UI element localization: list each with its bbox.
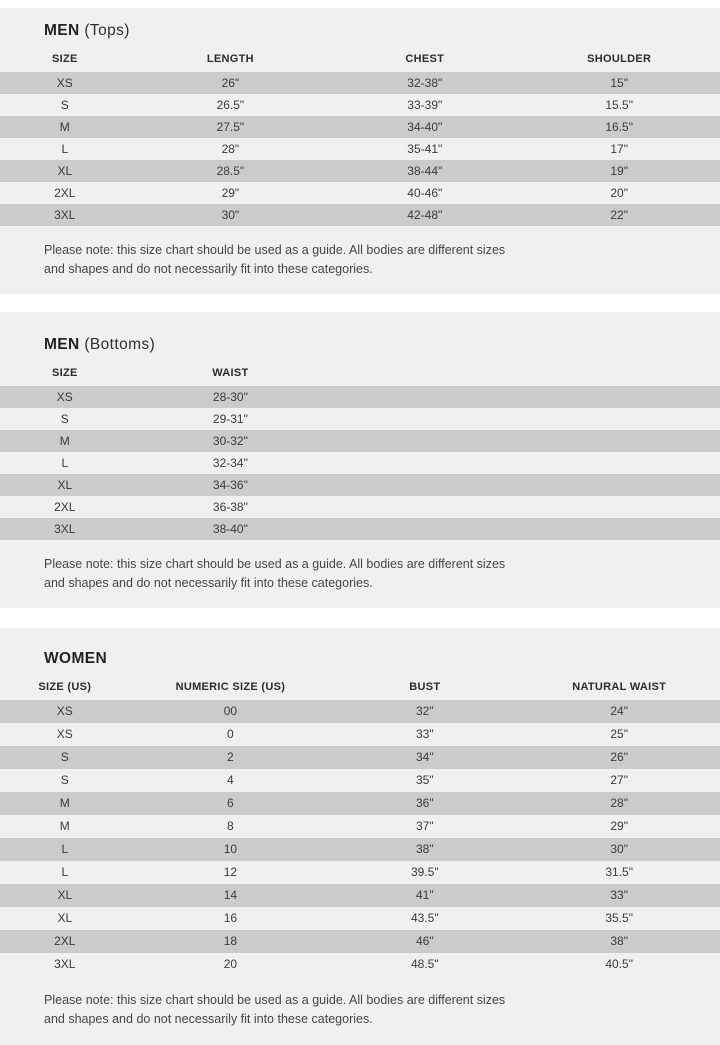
table-cell bbox=[331, 474, 518, 496]
table-cell: 26.5" bbox=[130, 94, 332, 116]
table-cell: 40-46" bbox=[331, 182, 518, 204]
table-cell: XL bbox=[0, 907, 130, 930]
size-note: Please note: this size chart should be used as a guide. All bodies are different sizes and shapes and do not necessarily fit into these categories. bbox=[44, 241, 512, 280]
table-cell: XS bbox=[0, 723, 130, 746]
table-cell: 34" bbox=[331, 746, 518, 769]
table-row bbox=[0, 138, 720, 160]
table-cell bbox=[331, 518, 518, 540]
table-row bbox=[0, 884, 720, 907]
table-row bbox=[0, 430, 720, 452]
column-header bbox=[518, 363, 720, 386]
table-cell: 3XL bbox=[0, 518, 130, 540]
table-cell: M bbox=[0, 430, 130, 452]
table-row bbox=[0, 861, 720, 884]
table-cell: 6 bbox=[130, 792, 332, 815]
table-cell: 2XL bbox=[0, 182, 130, 204]
table-cell: M bbox=[0, 815, 130, 838]
men-tops-size-table bbox=[0, 49, 720, 226]
table-cell: L bbox=[0, 452, 130, 474]
table-cell: 14 bbox=[130, 884, 332, 907]
table-row bbox=[0, 160, 720, 182]
column-header: CHEST bbox=[331, 49, 518, 72]
table-cell: 40.5" bbox=[518, 953, 720, 976]
table-cell bbox=[518, 430, 720, 452]
table-row bbox=[0, 838, 720, 861]
table-cell: XS bbox=[0, 386, 130, 408]
table-cell bbox=[331, 452, 518, 474]
table-cell: 2 bbox=[130, 746, 332, 769]
table-row bbox=[0, 204, 720, 226]
table-cell bbox=[331, 430, 518, 452]
table-cell: 46" bbox=[331, 930, 518, 953]
table-cell: 30" bbox=[130, 204, 332, 226]
table-row bbox=[0, 182, 720, 204]
column-header bbox=[331, 363, 518, 386]
table-cell: 19" bbox=[518, 160, 720, 182]
table-cell: 2XL bbox=[0, 930, 130, 953]
table-cell: 38" bbox=[518, 930, 720, 953]
size-note: Please note: this size chart should be used as a guide. All bodies are different sizes and shapes and do not necessarily fit into these categories. bbox=[44, 991, 512, 1030]
table-cell: 33-39" bbox=[331, 94, 518, 116]
table-cell: 00 bbox=[130, 700, 332, 723]
table-cell: 16 bbox=[130, 907, 332, 930]
section-women bbox=[0, 628, 720, 1045]
table-cell bbox=[518, 452, 720, 474]
section-title-bold: MEN bbox=[44, 336, 80, 353]
table-cell: 27" bbox=[518, 769, 720, 792]
table-row bbox=[0, 72, 720, 94]
section-title-bold: WOMEN bbox=[44, 650, 107, 667]
table-cell: 17" bbox=[518, 138, 720, 160]
table-header-row bbox=[0, 49, 720, 72]
table-cell: XL bbox=[0, 884, 130, 907]
table-cell: 15" bbox=[518, 72, 720, 94]
table-row bbox=[0, 408, 720, 430]
column-header: SIZE (US) bbox=[0, 677, 130, 700]
table-cell: 30-32" bbox=[130, 430, 332, 452]
table-cell: M bbox=[0, 792, 130, 815]
table-row bbox=[0, 94, 720, 116]
table-cell bbox=[331, 496, 518, 518]
table-cell bbox=[518, 474, 720, 496]
table-cell: 33" bbox=[518, 884, 720, 907]
table-row bbox=[0, 116, 720, 138]
table-row bbox=[0, 474, 720, 496]
section-men-bottoms bbox=[0, 312, 720, 608]
table-row bbox=[0, 518, 720, 540]
table-row bbox=[0, 930, 720, 953]
table-header-row bbox=[0, 363, 720, 386]
table-cell: 28-30" bbox=[130, 386, 332, 408]
table-cell: L bbox=[0, 838, 130, 861]
table-cell: 18 bbox=[130, 930, 332, 953]
table-cell: M bbox=[0, 116, 130, 138]
table-header-row bbox=[0, 677, 720, 700]
table-cell: XS bbox=[0, 700, 130, 723]
table-cell: 48.5" bbox=[331, 953, 518, 976]
table-cell: 35" bbox=[331, 769, 518, 792]
table-cell: 12 bbox=[130, 861, 332, 884]
table-cell: 35-41" bbox=[331, 138, 518, 160]
table-cell: 8 bbox=[130, 815, 332, 838]
table-cell: 41" bbox=[331, 884, 518, 907]
table-cell: 30" bbox=[518, 838, 720, 861]
table-cell: 20 bbox=[130, 953, 332, 976]
column-header: BUST bbox=[331, 677, 518, 700]
table-cell bbox=[518, 496, 720, 518]
table-cell: 33" bbox=[331, 723, 518, 746]
table-cell: 28" bbox=[518, 792, 720, 815]
size-note: Please note: this size chart should be used as a guide. All bodies are different sizes and shapes and do not necessarily fit into these categories. bbox=[44, 555, 512, 594]
table-row bbox=[0, 386, 720, 408]
table-cell bbox=[518, 518, 720, 540]
table-row bbox=[0, 769, 720, 792]
table-cell: 37" bbox=[331, 815, 518, 838]
table-cell: 31.5" bbox=[518, 861, 720, 884]
table-cell: 0 bbox=[130, 723, 332, 746]
table-cell: 42-48" bbox=[331, 204, 518, 226]
table-cell: 22" bbox=[518, 204, 720, 226]
column-header: WAIST bbox=[130, 363, 332, 386]
table-row bbox=[0, 792, 720, 815]
section-title-women bbox=[44, 650, 720, 668]
table-cell: 29-31" bbox=[130, 408, 332, 430]
section-title-light: (Tops) bbox=[80, 22, 130, 39]
table-cell: 24" bbox=[518, 700, 720, 723]
table-cell: L bbox=[0, 861, 130, 884]
table-cell: S bbox=[0, 746, 130, 769]
table-cell: 26" bbox=[130, 72, 332, 94]
table-cell: 2XL bbox=[0, 496, 130, 518]
table-cell: 36-38" bbox=[130, 496, 332, 518]
table-cell: 38-40" bbox=[130, 518, 332, 540]
table-cell: S bbox=[0, 408, 130, 430]
table-cell bbox=[331, 386, 518, 408]
table-cell: 26" bbox=[518, 746, 720, 769]
section-title-bold: MEN bbox=[44, 22, 80, 39]
table-cell: 3XL bbox=[0, 953, 130, 976]
table-cell: 27.5" bbox=[130, 116, 332, 138]
table-cell: 16.5" bbox=[518, 116, 720, 138]
table-cell: S bbox=[0, 94, 130, 116]
column-header: SIZE bbox=[0, 49, 130, 72]
table-cell: 35.5" bbox=[518, 907, 720, 930]
section-title-men-bottoms bbox=[44, 336, 720, 354]
table-cell: 38-44" bbox=[331, 160, 518, 182]
column-header: LENGTH bbox=[130, 49, 332, 72]
table-cell: 28.5" bbox=[130, 160, 332, 182]
table-cell bbox=[331, 408, 518, 430]
men-bottoms-size-table bbox=[0, 363, 720, 540]
table-cell: L bbox=[0, 138, 130, 160]
table-cell: 25" bbox=[518, 723, 720, 746]
table-cell: 39.5" bbox=[331, 861, 518, 884]
table-cell: XS bbox=[0, 72, 130, 94]
table-cell: 29" bbox=[518, 815, 720, 838]
table-cell: 10 bbox=[130, 838, 332, 861]
table-cell: XL bbox=[0, 474, 130, 496]
table-cell bbox=[518, 408, 720, 430]
column-header: NATURAL WAIST bbox=[518, 677, 720, 700]
table-cell: 34-36" bbox=[130, 474, 332, 496]
table-cell: S bbox=[0, 769, 130, 792]
table-cell bbox=[518, 386, 720, 408]
table-row bbox=[0, 496, 720, 518]
column-header: NUMERIC SIZE (US) bbox=[130, 677, 332, 700]
table-cell: 15.5" bbox=[518, 94, 720, 116]
section-title-light: (Bottoms) bbox=[80, 336, 155, 353]
section-men-tops bbox=[0, 8, 720, 294]
column-header: SIZE bbox=[0, 363, 130, 386]
table-cell: 36" bbox=[331, 792, 518, 815]
table-cell: 34-40" bbox=[331, 116, 518, 138]
table-cell: 3XL bbox=[0, 204, 130, 226]
table-cell: 32" bbox=[331, 700, 518, 723]
table-cell: 28" bbox=[130, 138, 332, 160]
table-row bbox=[0, 907, 720, 930]
table-row bbox=[0, 452, 720, 474]
table-cell: 20" bbox=[518, 182, 720, 204]
table-row bbox=[0, 723, 720, 746]
table-cell: 29" bbox=[130, 182, 332, 204]
table-cell: 32-38" bbox=[331, 72, 518, 94]
table-row bbox=[0, 815, 720, 838]
column-header: SHOULDER bbox=[518, 49, 720, 72]
table-cell: 32-34" bbox=[130, 452, 332, 474]
table-cell: 38" bbox=[331, 838, 518, 861]
table-cell: 4 bbox=[130, 769, 332, 792]
table-row bbox=[0, 700, 720, 723]
women-size-table bbox=[0, 677, 720, 976]
table-cell: XL bbox=[0, 160, 130, 182]
table-cell: 43.5" bbox=[331, 907, 518, 930]
table-row bbox=[0, 746, 720, 769]
table-row bbox=[0, 953, 720, 976]
section-title-men-tops bbox=[44, 22, 720, 40]
